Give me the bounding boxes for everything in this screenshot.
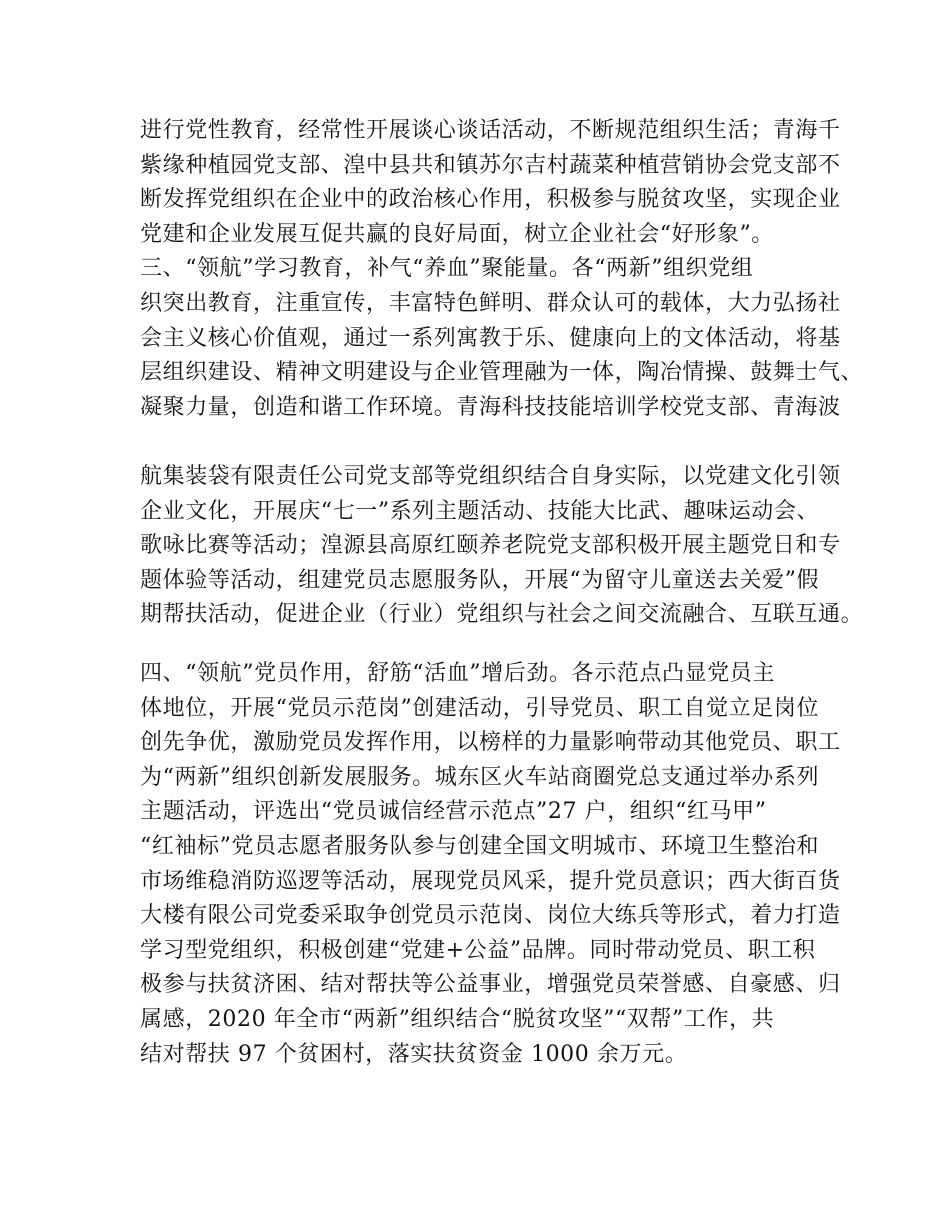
text-line: 会主义核心价值观，通过一系列寓教于乐、健康向上的文体活动，将基 [140,325,841,351]
text-line: 体地位，开展“党员示范岗”创建活动，引导党员、职工自觉立足岗位 [140,695,820,721]
text-line: 层组织建设、精神文明建设与企业管理融为一体，陶冶情操、鼓舞士气、 [140,360,864,386]
text-line: 属感，2020 年全市“两新”组织结合“脱贫攻坚”“双帮”工作，共 [140,1006,775,1032]
section-heading-line: 四、“领航”党员作用，舒筋“活血”增后劲。各示范点凸显党员主 [140,661,775,686]
text-line: 党建和企业发展互促共赢的良好局面，树立企业社会“好形象”。 [140,221,774,247]
section-heading-line: 三、“领航”学习教育，补气“养血”聚能量。各“两新”组织党组 [140,256,754,282]
text-line: 进行党性教育，经常性开展谈心谈话活动，不断规范组织生活；青海千 [140,118,841,143]
text-line: 断发挥党组织在企业中的政治核心作用，积极参与脱贫攻坚，实现企业 [140,187,841,213]
text-line: 学习型党组织，积极创建“党建+公益”品牌。同时带动党员、职工积 [140,937,816,963]
text-line: 为“两新”组织创新发展服务。城东区火车站商圈党总支通过举办系列 [140,764,820,790]
text-line: 大楼有限公司党委采取争创党员示范岗、岗位大练兵等形式，着力打造 [140,903,841,929]
text-line: 凝聚力量，创造和谐工作环境。青海科技技能培训学校党支部、青海波 [140,394,841,420]
text-line: 期帮扶活动，促进企业（行业）党组织与社会之间交流融合、互联互通。 [140,602,864,628]
text-line: 歌咏比赛等活动；湟源县高原红颐养老院党支部积极开展主题党日和专 [140,533,841,559]
text-line: 企业文化，开展庆“七一”系列主题活动、技能大比武、趣味运动会、 [140,498,820,524]
paragraph-member-role-section [140,657,841,1072]
text-line: 主题活动，评选出“党员诚信经营示范点”27 户，组织“红马甲” [140,799,767,825]
text-line: 极参与扶贫济困、结对帮扶等公益事业，增强党员荣誉感、自豪感、归 [140,972,841,998]
text-line: 题体验等活动，组建党员志愿服务队，开展“为留守儿童送去关爱”假 [140,567,820,593]
text-line: 航集装袋有限责任公司党支部等党组织结合自身实际，以党建文化引领 [140,464,841,489]
text-line: 市场维稳消防巡逻等活动，展现党员风采，提升党员意识；西大街百货 [140,868,841,894]
text-line: 创先争优，激励党员发挥作用，以榜样的力量影响带动其他党员、职工 [140,730,841,756]
text-line: 织突出教育，注重宣传，丰富特色鲜明、群众认可的载体，大力弘扬社 [140,290,841,316]
text-line: “红袖标”党员志愿者服务队参与创建全国文明城市、环境卫生整治和 [140,833,820,859]
paragraph-education-section [140,114,864,425]
text-line: 结对帮扶 97 个贫困村，落实扶贫资金 1000 余万元。 [140,1041,688,1067]
paragraph-culture-activities [140,460,864,633]
text-line: 紫缘种植园党支部、湟中县共和镇苏尔吉村蔬菜种植营销协会党支部不 [140,152,841,178]
